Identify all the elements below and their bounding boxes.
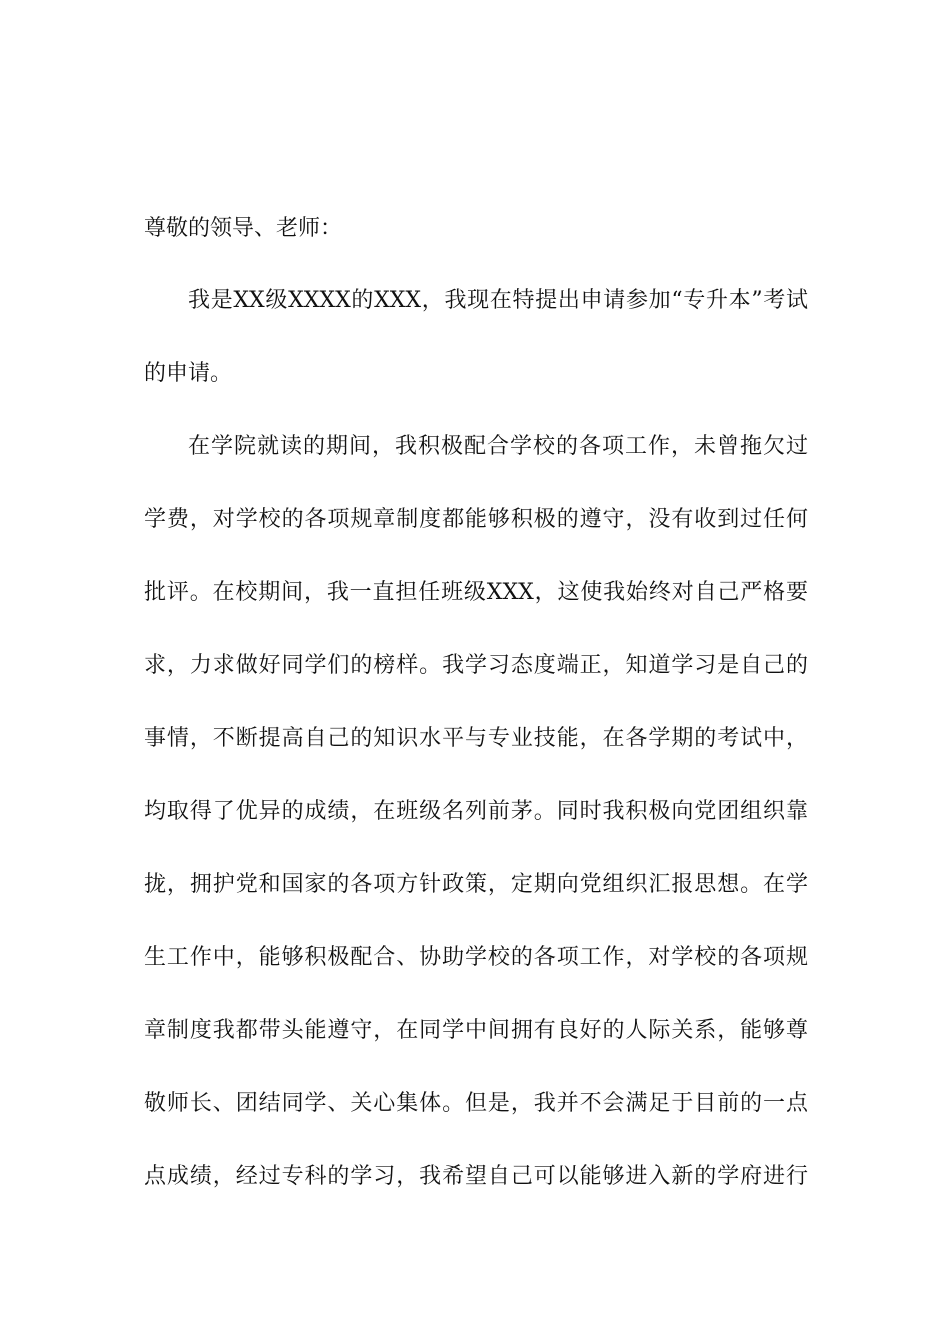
paragraph-2-line-4: 求，力求做好同学们的榜样。我学习态度端正，知道学习是自己的 bbox=[144, 653, 808, 678]
salutation: 尊敬的领导、老师： bbox=[144, 216, 343, 241]
paragraph-2-line-11: 点成绩，经过专科的学习，我希望自己可以能够进入新的学府进行 bbox=[144, 1164, 808, 1189]
paragraph-2-line-10: 敬师长、团结同学、关心集体。但是，我并不会满足于目前的一点 bbox=[144, 1091, 808, 1116]
paragraph-2-line-9: 章制度我都带头能遵守，在同学中间拥有良好的人际关系，能够尊 bbox=[144, 1018, 808, 1043]
paragraph-1-line-1: 我是XX级XXXX的XXX，我现在特提出申请参加“专升本”考试 bbox=[188, 288, 808, 313]
paragraph-2-line-6: 均取得了优异的成绩，在班级名列前茅。同时我积极向党团组织靠 bbox=[144, 799, 808, 824]
paragraph-2-line-2: 学费，对学校的各项规章制度都能够积极的遵守，没有收到过任何 bbox=[144, 507, 808, 532]
paragraph-2-line-3: 批评。在校期间，我一直担任班级XXX，这使我始终对自己严格要 bbox=[144, 580, 808, 605]
paragraph-2-line-7: 拢，拥护党和国家的各项方针政策，定期向党组织汇报思想。在学 bbox=[144, 872, 808, 897]
paragraph-2-line-8: 生工作中，能够积极配合、协助学校的各项工作，对学校的各项规 bbox=[144, 945, 808, 970]
paragraph-2-line-1: 在学院就读的期间，我积极配合学校的各项工作，未曾拖欠过 bbox=[188, 434, 808, 459]
paragraph-1-line-2: 的申请。 bbox=[144, 361, 233, 386]
paragraph-2-line-5: 事情，不断提高自己的知识水平与专业技能，在各学期的考试中， bbox=[144, 726, 808, 751]
